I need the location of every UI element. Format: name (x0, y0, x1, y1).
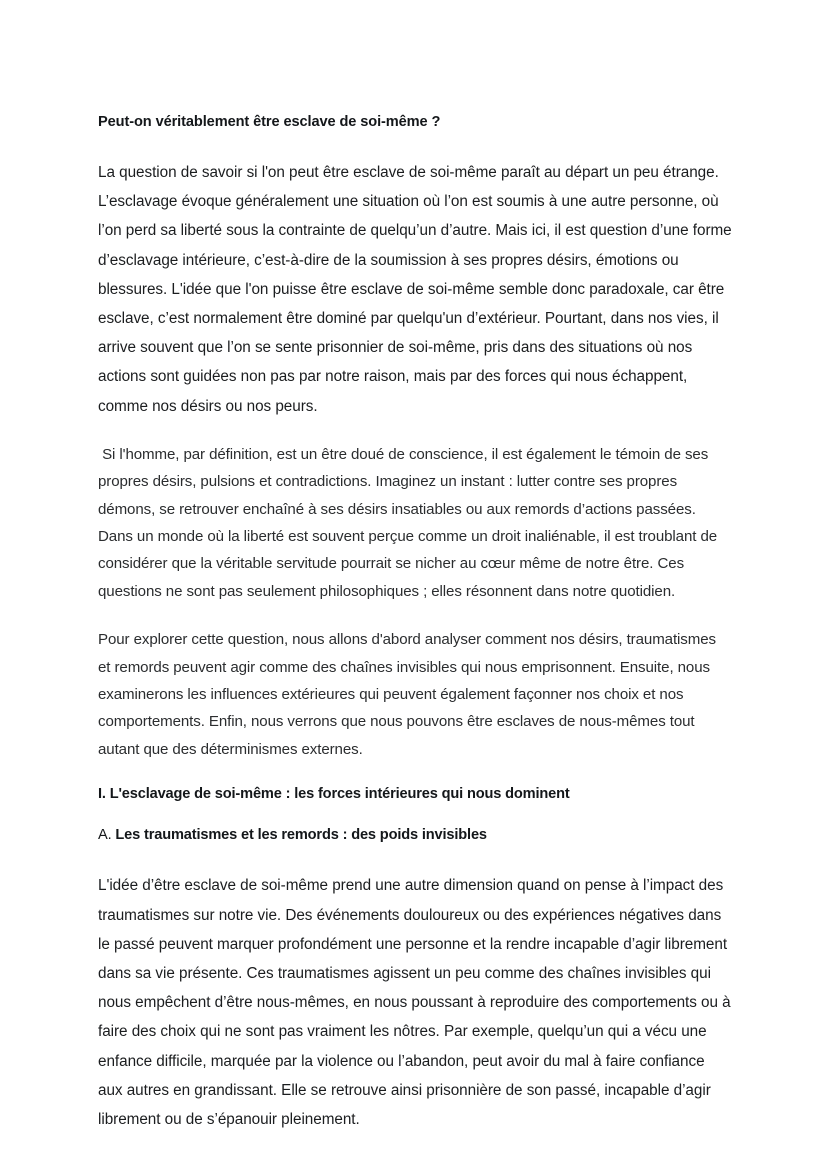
paragraph-spacer (98, 605, 732, 626)
heading-subsection-a-label: Les traumatismes et les remords : des poids invisibles (115, 827, 487, 844)
heading-subsection-a (98, 825, 732, 845)
document-body (98, 112, 736, 1134)
heading-spacer (98, 763, 732, 784)
paragraph-conscience: Si l'homme, par définition, est un être doué de conscience, il est également le témoin de ses propres désirs, pulsions et contradictions. Imaginez un instant : lutter contre ses propres démons, se retrouver enchaîné à ses désirs insatiables ou aux remords d’actions passées. Dans un monde où la liberté est souvent perçue comme un droit inaliénable, il est troublant de considérer que la véritable servitude pourrait se nicher au cœur même de notre être. Ces questions ne sont pas seulement philosophiques ; elles résonnent dans notre quotidien. (98, 445, 722, 600)
paragraph-spacer (98, 421, 732, 441)
page-title: Peut-on véritablement être esclave de soi-même ? (98, 114, 441, 130)
heading-spacer (98, 845, 732, 871)
heading-spacer (98, 804, 732, 825)
paragraph-plan: Pour explorer cette question, nous allons d'abord analyser comment nos désirs, traumatismes et remords peuvent agir comme des chaînes invisibles qui nous emprisonnent. Ensuite, nous examinerons les influences extérieures qui peuvent également façonner nos choix et nos comportements. Enfin, nous verrons que nous pouvons être esclaves de nous-mêmes tout autant que des déterminismes externes. (98, 631, 721, 758)
paragraph-intro: La question de savoir si l'on peut être esclave de soi-même paraît au départ un peu étrange. L’esclavage évoque généralement une situation où l’on est soumis à une autre personne, où l’on perd sa liberté sous la contrainte de quelqu’un d’autre. Mais ici, il est question d’une forme d’esclavage intérieure, c’est-à-dire de la soumission à ses propres désirs, émotions ou blessures. L'idée que l'on puisse être esclave de soi-même semble donc paradoxale, car être esclave, c’est normalement être dominé par quelqu'un d’extérieur. Pourtant, dans nos vies, il arrive souvent que l’on se sente prisonnier de soi-même, pris dans des situations où nos actions sont guidées non pas par notre raison, mais par des forces qui nous échappent, comme nos désirs ou nos peurs. (98, 164, 736, 415)
heading-subsection-a-marker: A. (98, 827, 116, 844)
heading-section-1: I. L'esclavage de soi-même : les forces intérieures qui nous dominent (98, 786, 570, 803)
paragraph-traumatismes: L'idée d’être esclave de soi-même prend une autre dimension quand on pense à l’impact des traumatismes sur notre vie. Des événements douloureux ou des expériences négatives dans le passé peuvent marquer profondément une personne et la rendre incapable d’agir librement dans sa vie présente. Ces traumatismes agissent un peu comme des chaînes invisibles qui nous empêchent d’être nous-mêmes, en nous poussant à reproduire des comportements ou à faire des choix qui ne sont pas vraiment les nôtres. Par exemple, quelqu’un qui a vécu une enfance difficile, marquée par la violence ou l’abandon, peut avoir du mal à faire confiance aux autres en grandissant. Elle se retrouve ainsi prisonnière de son passé, incapable d’agir librement ou de s’épanouir pleinement. (98, 877, 735, 1128)
